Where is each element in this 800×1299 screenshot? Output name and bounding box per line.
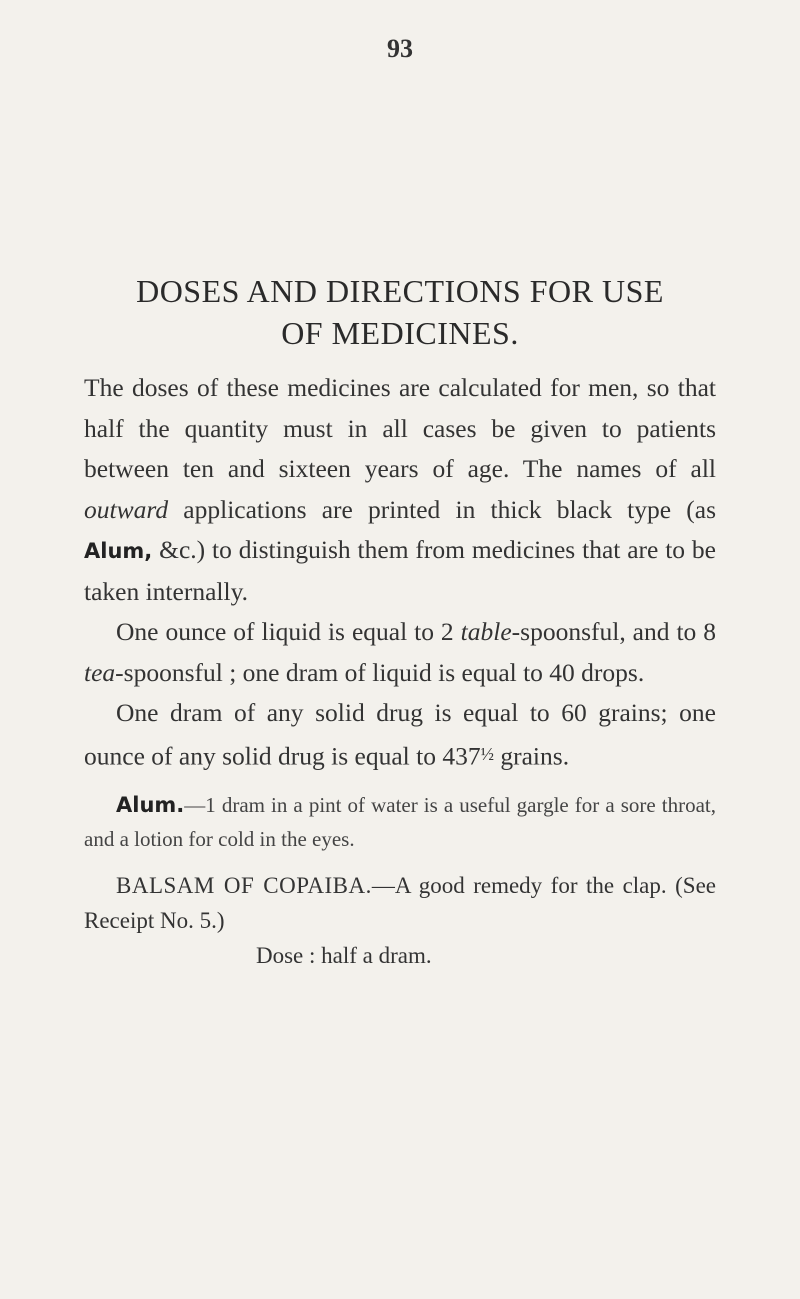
liquid-measure-paragraph — [84, 612, 716, 693]
intro-italic: outward — [84, 494, 169, 524]
liquid-text-2: -spoonsful, and to 8 — [511, 617, 716, 646]
alum-text: —1 dram in a pint of water is a useful gargle for a sore throat, and a lotion for cold in the eyes. — [84, 793, 716, 852]
balsam-dose: Dose : half a dram. — [256, 943, 432, 969]
page-number: 93 — [387, 34, 413, 63]
page-title — [84, 270, 716, 354]
intro-text-2: applications are printed in thick black type (as — [168, 494, 716, 524]
solid-measure-paragraph — [84, 693, 716, 776]
balsam-text: —A good remedy for the clap. (See Receipt No. 5.) — [84, 873, 716, 934]
title-line-2: OF MEDICINES. — [281, 315, 519, 351]
solid-text-1: One dram of any solid drug is equal to 60 grains; one ounce of any solid drug is equal to 437 — [84, 698, 716, 770]
balsam-entry — [84, 868, 716, 938]
liquid-text-1: One ounce of liquid is equal to 2 — [116, 617, 461, 646]
liquid-italic-1: table — [460, 617, 512, 646]
liquid-text-3: -spoonsful ; one dram of liquid is equal to 40 drops. — [115, 657, 645, 687]
intro-paragraph — [84, 368, 716, 612]
liquid-italic-2: tea — [84, 657, 116, 687]
alum-name: Alum. — [116, 793, 185, 818]
alum-entry — [84, 788, 716, 856]
solid-fraction: ½ — [480, 743, 494, 764]
intro-example-thick: Alum, — [84, 539, 153, 563]
balsam-name: BALSAM OF COPAIBA. — [116, 873, 372, 899]
page-content — [84, 270, 716, 973]
intro-text-3: &c.) to distinguish them from medicines that are to be taken internally. — [84, 535, 716, 606]
intro-text-1: The doses of these medicines are calculated for men, so that half the quantity must in all cases be given to patients between ten and sixteen years of age. The names of all — [84, 373, 716, 483]
solid-text-2: grains. — [494, 740, 570, 770]
title-line-1: DOSES AND DIRECTIONS FOR USE — [136, 273, 664, 309]
